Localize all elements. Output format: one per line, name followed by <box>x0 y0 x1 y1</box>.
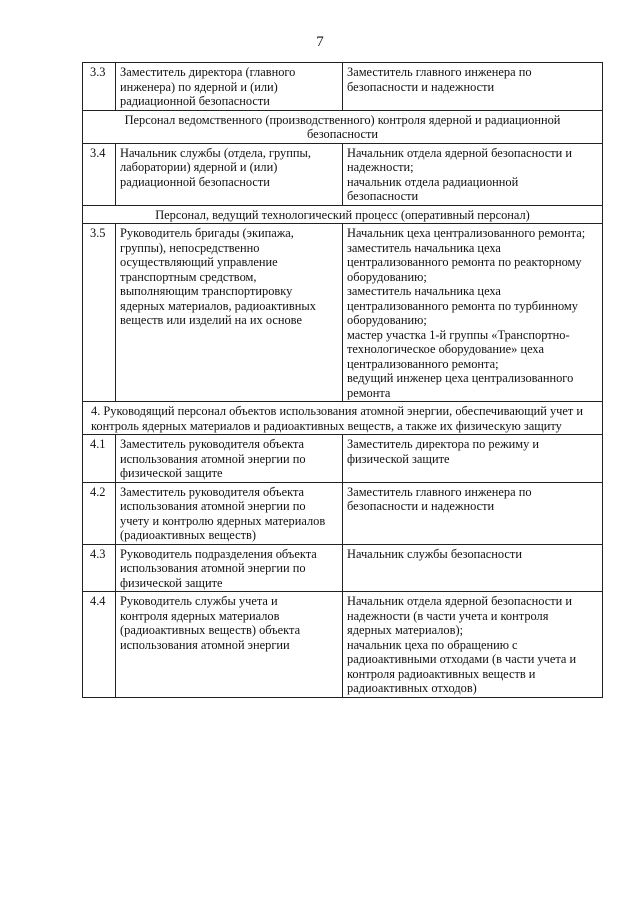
cell-text-line: использования атомной энергии <box>120 637 290 652</box>
row-number: 3.5 <box>83 224 116 402</box>
cell-text-line: радиационной безопасности <box>120 174 270 189</box>
cell-text-line: Начальник службы безопасности <box>347 546 522 561</box>
cell-text-line: (радиоактивных веществ) <box>120 528 256 542</box>
cell-text-line: Начальник отдела ядерной безопасности и <box>347 594 572 608</box>
page-number: 7 <box>316 34 324 50</box>
cell-text-line: Начальник цеха централизованного ремонта; <box>347 226 586 240</box>
position-cell <box>116 435 343 483</box>
equivalent-position-cell <box>343 63 603 111</box>
row-number: 3.4 <box>83 143 116 205</box>
table-row <box>83 435 603 483</box>
cell-text-line: надежности (в части учета и контроля <box>347 608 549 623</box>
cell-text-line: ядерных материалов, радиоактивных <box>120 298 316 313</box>
cell-text-line: надежности; <box>347 160 414 174</box>
cell-text-line: Руководитель бригады (экипажа, <box>120 226 294 240</box>
cell-text-line: безопасности <box>347 189 419 203</box>
equivalent-position-cell <box>343 435 603 483</box>
table-row <box>83 482 603 544</box>
cell-text-line: использования атомной энергии по <box>120 499 306 513</box>
cell-text-line: централизованного ремонта по реакторному <box>347 255 582 269</box>
section-header <box>83 402 603 435</box>
cell-text-line: радиоактивными отходами (в части учета и <box>347 652 577 666</box>
cell-text-line: радиационной безопасности <box>120 94 270 108</box>
section-header-row <box>83 205 603 224</box>
table-row <box>83 544 603 592</box>
position-cell <box>116 143 343 205</box>
row-number: 4.4 <box>83 592 116 698</box>
cell-text-line: централизованного ремонта; <box>347 356 499 371</box>
cell-text-line: начальник цеха по обращению с <box>347 637 518 652</box>
cell-text-line: выполняющим транспортировку <box>120 284 293 298</box>
cell-text-line: радиоактивных отходов) <box>347 681 477 695</box>
cell-text-line: физической защите <box>347 451 450 466</box>
section-header-row <box>83 110 603 143</box>
section-header-row <box>83 402 603 435</box>
cell-text-line: физической защите <box>120 466 223 480</box>
cell-text-line: веществ или изделий на их основе <box>120 313 302 327</box>
cell-text-line: заместитель начальника цеха <box>347 240 501 255</box>
cell-text-line: Начальник отдела ядерной безопасности и <box>347 145 572 160</box>
cell-text-line: контроля ядерных материалов <box>120 608 280 623</box>
table-row <box>83 592 603 698</box>
cell-text-line: ремонта <box>347 385 391 400</box>
cell-text-line: ведущий инженер цеха централизованного <box>347 371 574 385</box>
cell-text-line: лаборатории) ядерной и (или) <box>120 160 278 174</box>
position-cell <box>116 544 343 592</box>
equivalent-position-cell <box>343 224 603 402</box>
cell-text-line: физической защите <box>120 575 223 590</box>
cell-text-line: безопасности и надежности <box>347 79 495 94</box>
cell-text-line: Начальник службы (отдела, группы, <box>120 145 311 160</box>
table-row <box>83 224 603 402</box>
cell-text-line: оборудованию; <box>347 313 427 327</box>
position-cell <box>116 482 343 544</box>
cell-text-line: Заместитель директора по режиму и <box>347 437 540 451</box>
cell-text-line: централизованного ремонта по турбинному <box>347 298 578 313</box>
cell-text-line: безопасности и надежности <box>347 499 495 513</box>
cell-text-line: начальник отдела радиационной <box>347 174 519 189</box>
table-row <box>83 143 603 205</box>
equivalent-position-cell <box>343 482 603 544</box>
section-header-line: 4. Руководящий персонал объектов использования атомной энергии, обеспечивающий учет и <box>91 404 584 418</box>
section-header-line: контроль ядерных материалов и радиоактивных веществ, а также их физическую защиту <box>91 418 562 433</box>
section-header <box>83 110 603 143</box>
row-number: 4.1 <box>83 435 116 483</box>
equivalent-position-cell <box>343 592 603 698</box>
cell-text-line: Заместитель главного инженера по <box>347 484 532 499</box>
cell-text-line: ядерных материалов); <box>347 623 464 637</box>
positions-table <box>82 62 603 698</box>
cell-text-line: контроля радиоактивных веществ и <box>347 666 536 681</box>
row-number: 4.3 <box>83 544 116 592</box>
position-cell <box>116 63 343 111</box>
cell-text-line: Заместитель руководителя объекта <box>120 437 305 451</box>
cell-text-line: Заместитель руководителя объекта <box>120 484 305 499</box>
table-row <box>83 63 603 111</box>
position-cell <box>116 592 343 698</box>
cell-text-line: использования атомной энергии по <box>120 561 306 575</box>
cell-text-line: Руководитель службы учета и <box>120 594 278 608</box>
section-header-line: безопасности <box>306 127 379 141</box>
section-header <box>83 205 603 224</box>
cell-text-line: (радиоактивных веществ) объекта <box>120 623 301 637</box>
cell-text-line: учету и контролю ядерных материалов <box>120 513 326 528</box>
equivalent-position-cell <box>343 544 603 592</box>
section-header-line: Персонал, ведущий технологический процесс (оперативный персонал) <box>155 207 530 222</box>
cell-text-line: осуществляющий управление <box>120 255 278 269</box>
cell-text-line: инженера) по ядерной и (или) <box>120 79 278 94</box>
cell-text-line: технологическое оборудование» цеха <box>347 342 544 356</box>
cell-text-line: группы), непосредственно <box>120 240 260 255</box>
equivalent-position-cell <box>343 143 603 205</box>
row-number: 3.3 <box>83 63 116 111</box>
row-number: 4.2 <box>83 482 116 544</box>
cell-text-line: Заместитель главного инженера по <box>347 65 532 79</box>
cell-text-line: Руководитель подразделения объекта <box>120 546 317 561</box>
cell-text-line: использования атомной энергии по <box>120 451 306 466</box>
section-header-line: Персонал ведомственного (производственного) контроля ядерной и радиационной <box>124 112 561 127</box>
cell-text-line: оборудованию; <box>347 269 427 284</box>
cell-text-line: транспортным средством, <box>120 269 257 284</box>
position-cell <box>116 224 343 402</box>
cell-text-line: мастер участка 1-й группы «Транспортно- <box>347 327 570 342</box>
cell-text-line: Заместитель директора (главного <box>120 65 296 79</box>
positions-table-body <box>83 63 603 698</box>
cell-text-line: заместитель начальника цеха <box>347 284 501 298</box>
